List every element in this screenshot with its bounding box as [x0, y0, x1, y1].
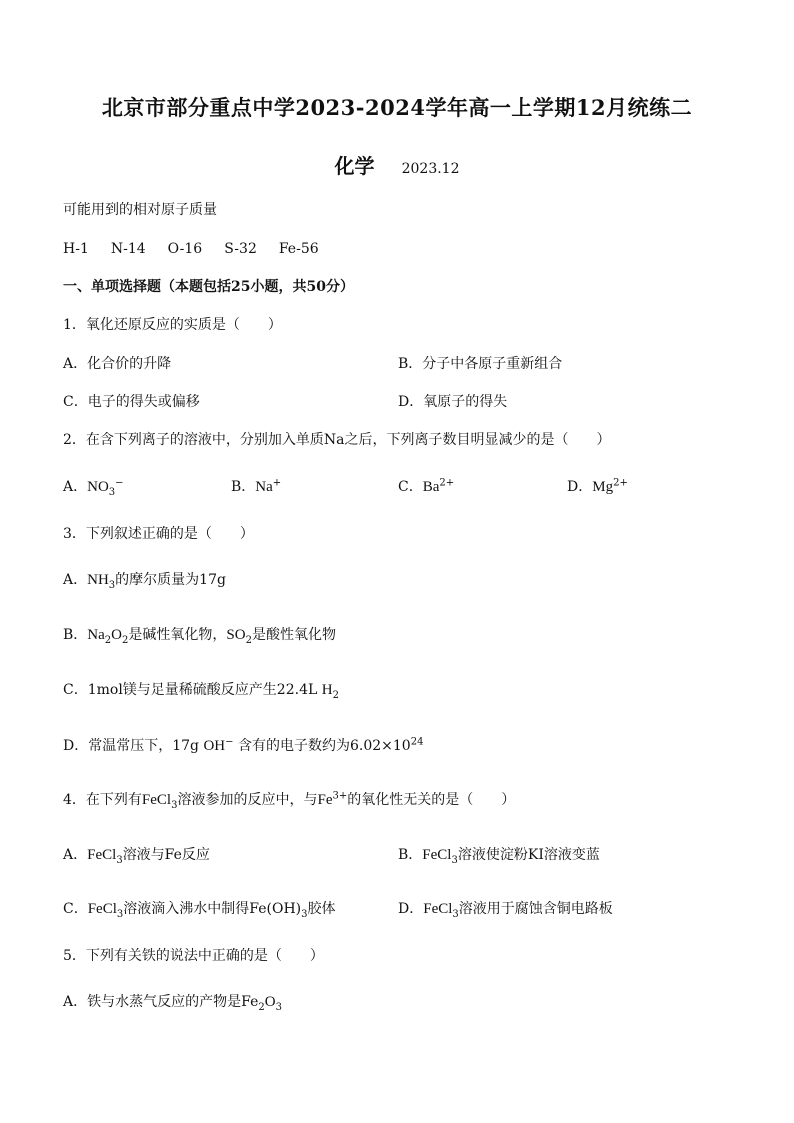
question-1-option-c: C．电子的得失或偏移 [63, 394, 200, 410]
question-3-option-d: D．常温常压下，17g OH− 含有的电子数约为$6.02\times 10^{24}$ [63, 736, 424, 754]
subject-label: 化学 [334, 154, 375, 178]
question-4-option-c: C．FeCl$_3$溶液滴入沸水中制得$Fe(OH)_3$胶体 [63, 901, 336, 920]
question-2-stem: 2．在含下列离子的溶液中，分别加入单质Na之后，下列离子数目明显减少的是（ ） [63, 432, 611, 448]
question-2-option-d: D．$Mg^{2+}$ [567, 477, 628, 495]
question-2-option-c: C．$Ba^{2+}$ [398, 477, 455, 495]
exam-subtitle [0, 150, 794, 179]
question-4-stem: 4．在下列有FeCl$_3$溶液参加的反应中，与$Fe^{3+}$的氧化性无关的是（ ） [63, 790, 516, 811]
atomic-mass-label: 可能用到的相对原子质量 [63, 202, 217, 218]
question-4-option-a: A．FeCl$_3$溶液与Fe反应 [63, 847, 210, 866]
atomic-mass-list [63, 240, 319, 258]
question-3-option-a: A．$NH_3$的摩尔质量为17g [63, 572, 226, 591]
question-3-stem: 3．下列叙述正确的是（ ） [63, 526, 254, 542]
atomic-mass-n: N-14 [110, 241, 146, 257]
section-heading: 一、单项选择题（本题包括25小题，共50分） [63, 279, 354, 295]
question-2-option-a: A．$NO_3^-$ [63, 477, 124, 498]
question-4-option-d: D．FeCl$_3$溶液用于腐蚀含铜电路板 [398, 901, 613, 920]
question-5-option-a: A．铁与水蒸气反应的产物是$Fe_2O_3$ [63, 994, 282, 1013]
atomic-mass-s: S-32 [224, 241, 257, 257]
exam-date: 2023.12 [401, 161, 460, 177]
atomic-mass-h: H-1 [63, 241, 89, 257]
atomic-mass-o: O-16 [167, 241, 203, 257]
question-1-stem: 1．氧化还原反应的实质是（ ） [63, 317, 282, 333]
question-1-option-a: A．化合价的升降 [63, 356, 172, 372]
question-4-option-b: B．FeCl$_3$溶液使淀粉KI溶液变蓝 [398, 847, 600, 866]
question-5-stem: 5．下列有关铁的说法中正确的是（ ） [63, 948, 324, 964]
exam-title: 北京市部分重点中学2023-2024学年高一上学期12月统练二 [101, 95, 693, 120]
question-3-option-c: C．1mol镁与足量稀硫酸反应产生22.4L $H_2$ [63, 682, 339, 701]
question-1-option-b: B．分子中各原子重新组合 [398, 356, 563, 372]
question-1-option-d: D．氧原子的得失 [398, 394, 508, 410]
question-3-option-b: B．$Na_2O_2$是碱性氧化物，$SO_2$是酸性氧化物 [63, 627, 336, 646]
atomic-mass-fe: Fe-56 [278, 241, 319, 257]
question-2-option-b: B．Na+ [231, 477, 282, 495]
